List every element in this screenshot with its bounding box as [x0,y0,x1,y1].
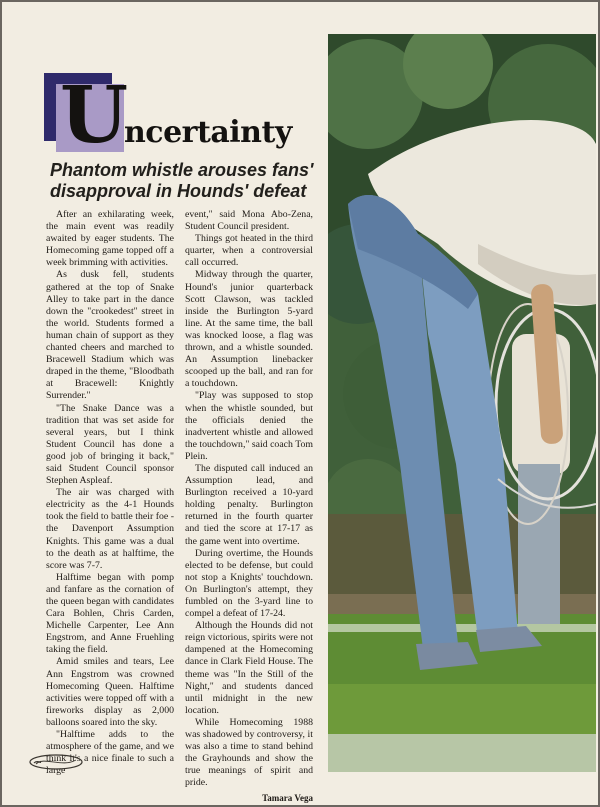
paragraph: Midway through the quarter, Hound's junior quarterback Scott Clawson, was tackled inside the Burlington 5-yard line. At the same time, the ball was knocked loose, a flag was thrown, and a whistle sounded. An Assumption linebacker scooped up the ball, and ran for a touchdown. [185,269,313,390]
paragraph: During overtime, the Hounds elected to be defense, but could not stop a Knights' touchdown. On Burlington's attempt, they fumbled on the 3-yard line to compel a defeat of 17-24. [185,547,313,620]
paragraph: Amid smiles and tears, Lee Ann Engstrom was crowned Homecoming Queen. Halftime activities were topped off with a fireworks display as 2,000 balloons soared into the sky. [46,656,174,728]
article-column-2 [185,209,313,804]
paragraph: As dusk fell, students gathered at the top of Snake Alley to take part in the dance down the "crookedest" street in the world. Students formed a human chain of support as they chanted cheers and marched to Bracewell Stadium which was draped in the theme, "Bloodbath at Bracewell: Knightly Surrender." [46,269,174,402]
photo-illustration [328,34,596,772]
paragraph: "The Snake Dance was a tradition that was set aside for several years, but I think Student Council has done a good job of bringing it back," said Student Council sponsor Stephen Aspleaf. [46,402,174,487]
headline-initial: U [60,70,129,161]
paragraph: "Halftime adds to the atmosphere of the game, and we think it's a nice finale to such a large [46,729,174,777]
yearbook-logo-icon [28,752,84,772]
paragraph: Things got heated in the third quarter, when a controversial call occurred. [185,233,313,269]
headline-subtitle: Phantom whistle arouses fans' disapproval in Hounds' defeat [50,160,314,201]
paragraph: The disputed call induced an Assumption lead, and Burlington received a 10-yard holding penalty. Burlington returned in the fourth quarter and tied the score at 17-17 as the game went into overtime. [185,462,313,547]
paragraph: event," said Mona Abo-Zena, Student Council president. [185,209,313,233]
paragraph: Although the Hounds did not reign victorious, spirits were not dampened at the Homecoming dance in Clark Field House. The theme was "In the Still of the Night," and students danced until midnight in the new location. [185,620,313,716]
byline: Tamara Vega [262,792,313,803]
headline-title: ncertainty [124,115,292,150]
paragraph: The air was charged with electricity as the 4-1 Hounds took the field to battle their foe - the Davenport Assumption Knights. This game was a dual to the death as at halftime, the score was 7-7. [46,487,174,571]
article-column-1 [46,209,174,777]
paragraph: "Play was supposed to stop when the whistle sounded, but the officials denied the inadvertent whistle and allowed the touchdown," said coach Tom Plein. [185,390,314,462]
logo-mark [28,752,84,772]
paragraph: After an exhilarating week, the main event was readily awaited by eager students. The Homecoming game topped off a week brimming with activities. [46,209,174,269]
student-bending-on-field-photo [328,34,596,772]
paragraph: While Homecoming 1988 was shadowed by controversy, it was also a time to stand behind the Grayhounds and show the true meanings of spirit and pride. [185,716,313,789]
paragraph: Halftime began with pomp and fanfare as the cornation of the queen began with candidates Cara Bohlen, Chris Carden, Michelle Carpenter, Lee Ann Engstrom, and Anne Fruehling taking the field. [46,571,174,656]
